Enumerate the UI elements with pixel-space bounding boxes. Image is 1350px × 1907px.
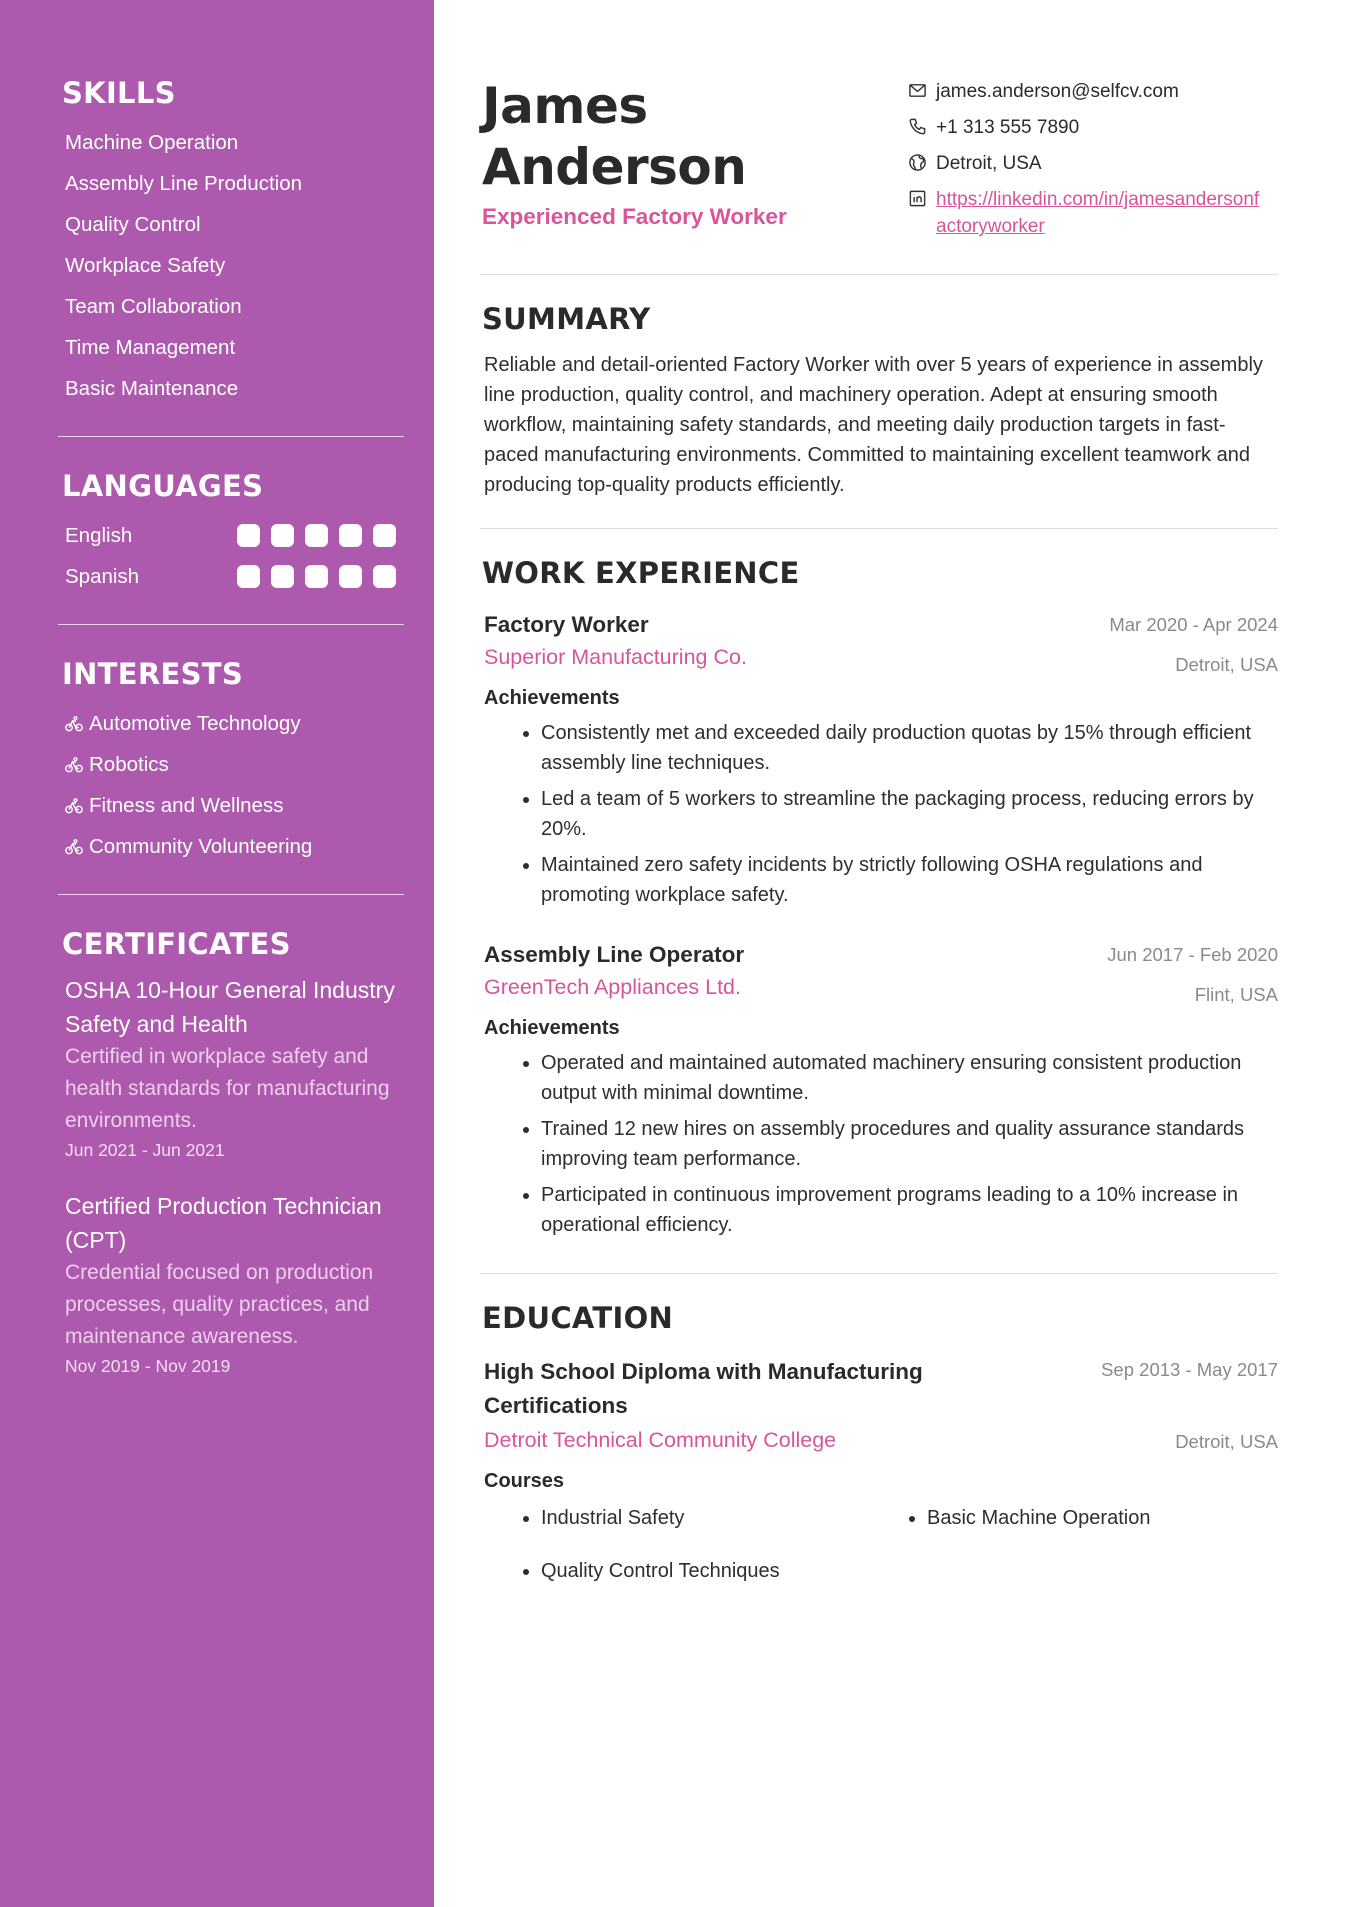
skill-item: Quality Control <box>65 213 201 236</box>
last-name: Anderson <box>482 138 747 196</box>
contact-linkedin <box>908 186 1268 240</box>
language-level <box>237 524 396 547</box>
phone-icon <box>908 117 927 136</box>
languages-title: LANGUAGES <box>62 469 264 503</box>
job-role: Experienced Factory Worker <box>482 204 787 229</box>
bicycle-icon <box>65 839 83 855</box>
certificate-date: Nov 2019 - Nov 2019 <box>65 1356 231 1376</box>
skills-title: SKILLS <box>62 76 176 110</box>
job-dates: Jun 2017 - Feb 2020 <box>1107 944 1278 965</box>
sidebar <box>0 0 434 1907</box>
job-entry <box>484 940 1278 1246</box>
bicycle-icon <box>65 798 83 814</box>
interest-item <box>58 744 404 785</box>
experience-title: WORK EXPERIENCE <box>482 556 800 590</box>
languages-section <box>58 437 404 597</box>
divider <box>480 274 1278 275</box>
summary-text: Reliable and detail-oriented Factory Worker with over 5 years of experience in assembly line production, quality control, and machinery operation. Adept at ensuring smooth workflow, maintaining safety standards, and meeting daily production targets in fast-paced manufacturing environments. Committed to maintaining excellent teamwork and producing top-quality products efficiently. <box>484 354 1263 496</box>
phone-text: +1 313 555 7890 <box>936 117 1080 138</box>
courses-list <box>484 1503 1278 1609</box>
achievements-list <box>484 718 1278 910</box>
language-row <box>58 515 404 556</box>
interest-label: Robotics <box>89 752 169 776</box>
job-location: Flint, USA <box>1194 984 1278 1005</box>
certificate-description: Credential focused on production processes, quality practices, and maintenance awareness. <box>65 1261 374 1348</box>
interests-section <box>58 625 404 867</box>
education-title: EDUCATION <box>482 1301 674 1335</box>
certificate-description: Certified in workplace safety and health standards for manufacturing environments. <box>65 1045 390 1132</box>
level-dot <box>305 524 328 547</box>
achievements-title: Achievements <box>484 1017 620 1039</box>
contact-list <box>908 78 1268 249</box>
divider <box>480 1273 1278 1274</box>
level-dot <box>237 565 260 588</box>
job-location: Detroit, USA <box>1175 654 1278 675</box>
level-dot <box>339 565 362 588</box>
certificate-name: OSHA 10-Hour General Industry Safety and Health <box>65 977 395 1037</box>
certificates-section <box>58 895 404 1379</box>
globe-icon <box>908 153 927 172</box>
certificate-item <box>58 1189 404 1379</box>
skills-list <box>58 122 404 409</box>
job-title: Factory Worker <box>484 612 649 637</box>
certificate-name: Certified Production Technician (CPT) <box>65 1193 382 1253</box>
language-name: English <box>65 523 133 547</box>
education-entry <box>484 1355 1278 1609</box>
job-company: Superior Manufacturing Co. <box>484 645 747 669</box>
achievements-title: Achievements <box>484 687 620 709</box>
education-location: Detroit, USA <box>1175 1431 1278 1452</box>
linkedin-icon <box>908 189 927 208</box>
level-dot <box>271 524 294 547</box>
list-item: • Participated in continuous improvement programs leading to a 10% increase in operational efficiency. <box>541 1180 1278 1240</box>
bicycle-icon <box>65 757 83 773</box>
candidate-name <box>482 76 746 198</box>
courses-title: Courses <box>484 1470 565 1492</box>
level-dot <box>373 565 396 588</box>
course-item: • Basic Machine Operation <box>927 1503 1313 1533</box>
interest-label: Community Volunteering <box>89 834 313 858</box>
list-item: • Operated and maintained automated machinery ensuring consistent production output with minimal downtime. <box>541 1048 1278 1108</box>
skill-item: Time Management <box>65 336 236 359</box>
interests-title: INTERESTS <box>62 657 244 691</box>
skills-section <box>58 76 404 409</box>
level-dot <box>237 524 260 547</box>
skill-item: Team Collaboration <box>65 295 242 318</box>
level-dot <box>339 524 362 547</box>
degree-title: High School Diploma with Manufacturing Certifications <box>484 1359 923 1418</box>
interest-item <box>58 703 404 744</box>
list-item: • Led a team of 5 workers to streamline the packaging process, reducing errors by 20%. <box>541 784 1278 844</box>
education-dates: Sep 2013 - May 2017 <box>1101 1359 1278 1380</box>
language-level <box>237 565 396 588</box>
list-item: • Trained 12 new hires on assembly procedures and quality assurance standards improving team performance. <box>541 1114 1278 1174</box>
job-dates: Mar 2020 - Apr 2024 <box>1109 614 1278 635</box>
summary-title: SUMMARY <box>482 302 651 336</box>
linkedin-link[interactable]: https://linkedin.com/in/jamesandersonfactoryworker <box>936 189 1260 237</box>
achievements-list <box>484 1048 1278 1240</box>
skill-item: Assembly Line Production <box>65 172 303 195</box>
level-dot <box>373 524 396 547</box>
bicycle-icon <box>65 716 83 732</box>
interest-item <box>58 785 404 826</box>
certificates-title: CERTIFICATES <box>62 927 291 961</box>
job-company: GreenTech Appliances Ltd. <box>484 975 741 999</box>
certificate-date: Jun 2021 - Jun 2021 <box>65 1140 225 1160</box>
skill-item: Workplace Safety <box>65 254 226 277</box>
language-name: Spanish <box>65 564 140 588</box>
skill-item: Basic Maintenance <box>65 377 239 400</box>
level-dot <box>305 565 328 588</box>
list-item: • Consistently met and exceeded daily production quotas by 15% through efficient assembly line techniques. <box>541 718 1278 778</box>
email-text: james.anderson@selfcv.com <box>936 81 1179 102</box>
interest-label: Automotive Technology <box>89 711 301 735</box>
list-item: • Maintained zero safety incidents by strictly following OSHA regulations and promoting workplace safety. <box>541 850 1278 910</box>
job-entry <box>484 610 1278 916</box>
first-name: James <box>482 77 648 135</box>
course-item: • Quality Control Techniques <box>541 1556 927 1586</box>
school-name: Detroit Technical Community College <box>484 1428 837 1452</box>
location-text: Detroit, USA <box>936 153 1042 174</box>
level-dot <box>271 565 294 588</box>
contact-email <box>908 78 1268 105</box>
interest-label: Fitness and Wellness <box>89 793 284 817</box>
mail-icon <box>908 81 927 100</box>
interest-item <box>58 826 404 867</box>
course-item: • Industrial Safety <box>541 1503 927 1533</box>
contact-phone <box>908 114 1268 141</box>
language-row <box>58 556 404 597</box>
job-title: Assembly Line Operator <box>484 942 745 967</box>
certificate-item <box>58 973 404 1163</box>
divider <box>480 528 1278 529</box>
skill-item: Machine Operation <box>65 131 239 154</box>
contact-location <box>908 150 1268 177</box>
